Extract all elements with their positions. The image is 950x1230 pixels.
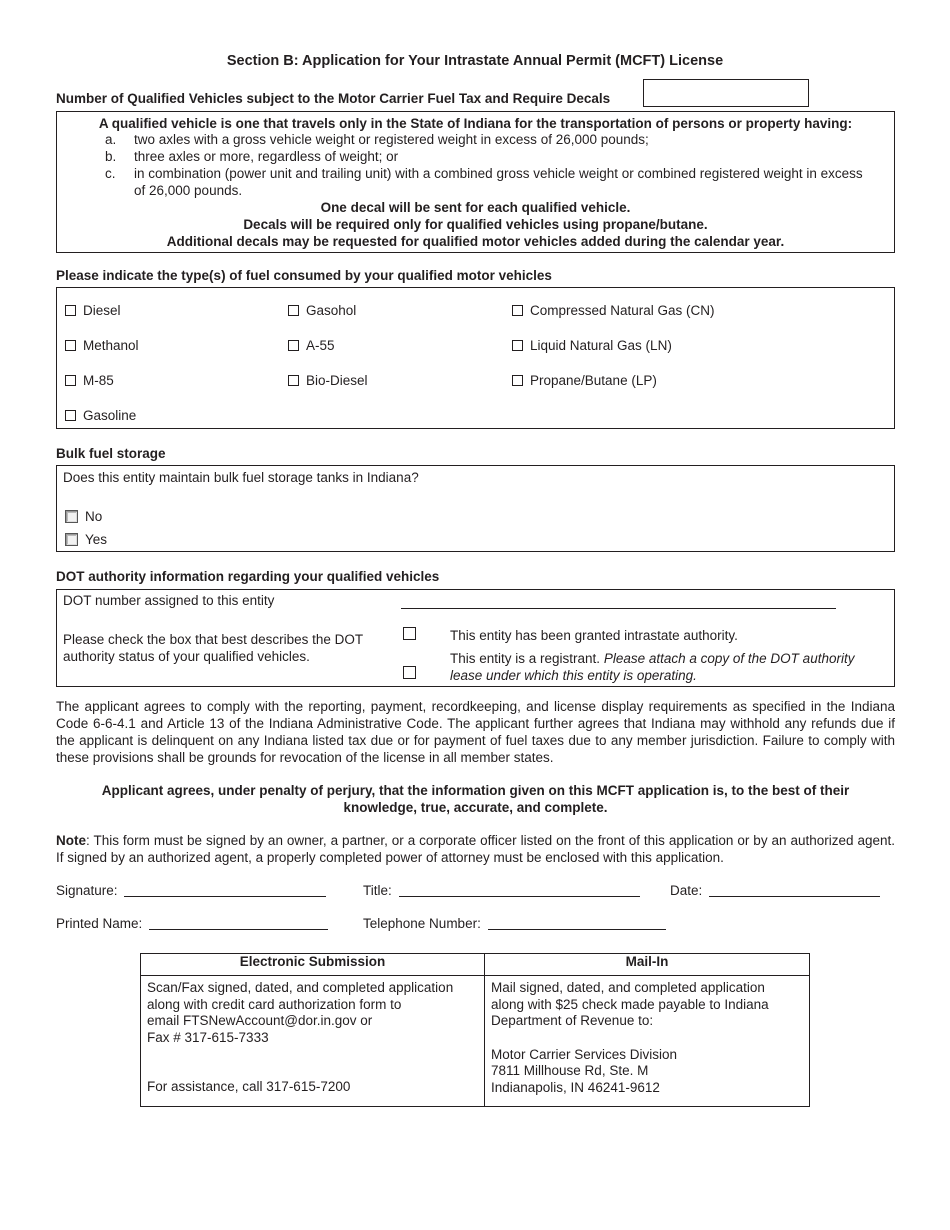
dot-intrastate-checkbox[interactable] bbox=[403, 627, 416, 640]
title-label: Title: bbox=[363, 883, 392, 898]
fuel-option-a55[interactable] bbox=[288, 338, 335, 353]
title-field bbox=[363, 883, 640, 898]
checkbox[interactable] bbox=[512, 305, 523, 316]
printed-name-field bbox=[56, 916, 328, 931]
fuel-option-label: Bio-Diesel bbox=[306, 373, 368, 388]
mail-in-cell bbox=[485, 976, 810, 1107]
telephone-input[interactable] bbox=[488, 916, 666, 930]
dot-status-label-2: authority status of your qualified vehicles. bbox=[63, 649, 310, 664]
signature-label: Signature: bbox=[56, 883, 118, 898]
checkbox[interactable] bbox=[288, 375, 299, 386]
fuel-option-label: Liquid Natural Gas (LN) bbox=[530, 338, 672, 353]
fuel-option-liquid-natural-gas[interactable] bbox=[512, 338, 672, 353]
criteria-text-b: three axles or more, regardless of weight; or bbox=[134, 149, 399, 164]
bulk-storage-box bbox=[56, 465, 895, 552]
vehicles-count-input[interactable] bbox=[643, 79, 809, 107]
electronic-fax: Fax # 317-615-7333 bbox=[147, 1029, 269, 1045]
bulk-storage-question: Does this entity maintain bulk fuel storage tanks in Indiana? bbox=[63, 470, 419, 485]
agreement-paragraph: The applicant agrees to comply with the reporting, payment, recordkeeping, and license display requirements as specified in the Indiana Code 6-6-4.1 and Article 13 of the Indiana Administrative Code. The applicant further agrees that Indiana may withhold any refunds due if the applicant is delinquent on any Indiana listed tax due or for payment of fuel taxes due to any member jurisdiction. Failure to comply with these provisions shall be grounds for revocation of the license in all member states. bbox=[56, 699, 895, 765]
fuel-option-label: Compressed Natural Gas (CN) bbox=[530, 303, 715, 318]
fuel-option-label: Propane/Butane (LP) bbox=[530, 373, 657, 388]
fuel-option-methanol[interactable] bbox=[65, 338, 139, 353]
signing-note bbox=[56, 832, 895, 866]
criteria-marker-c: c. bbox=[105, 166, 116, 181]
perjury-statement-2: knowledge, true, accurate, and complete. bbox=[343, 800, 608, 815]
fuel-option-label: Gasohol bbox=[306, 303, 357, 318]
checkbox[interactable] bbox=[65, 375, 76, 386]
fuel-option-label: Diesel bbox=[83, 303, 121, 318]
electronic-email: email FTSNewAccount@dor.in.gov or bbox=[147, 1013, 373, 1028]
fuel-option-label: M-85 bbox=[83, 373, 114, 388]
checkbox[interactable] bbox=[65, 510, 78, 523]
date-label: Date: bbox=[670, 883, 703, 898]
bulk-option-yes[interactable] bbox=[65, 532, 107, 547]
date-field bbox=[670, 883, 880, 898]
bulk-storage-heading: Bulk fuel storage bbox=[56, 446, 166, 461]
telephone-field bbox=[363, 916, 666, 931]
fuel-option-label: Methanol bbox=[83, 338, 139, 353]
checkbox[interactable] bbox=[288, 340, 299, 351]
fuel-option-m85[interactable] bbox=[65, 373, 114, 388]
bulk-option-no[interactable] bbox=[65, 509, 102, 524]
decal-note-3: Additional decals may be requested for qualified motor vehicles added during the calendar year. bbox=[166, 234, 785, 249]
date-input[interactable] bbox=[709, 883, 880, 897]
dot-number-label: DOT number assigned to this entity bbox=[63, 593, 275, 608]
criteria-text-c: in combination (power unit and trailing unit) with a combined gross vehicle weight or combined registered weight in excess bbox=[134, 166, 863, 181]
checkbox[interactable] bbox=[65, 305, 76, 316]
fuel-option-compressed-natural-gas[interactable] bbox=[512, 303, 715, 318]
fuel-option-gasohol[interactable] bbox=[288, 303, 356, 318]
mail-address-line: Motor Carrier Services Division bbox=[491, 1046, 678, 1062]
mail-line: along with $25 check made payable to Indiana bbox=[491, 996, 769, 1012]
dot-number-input[interactable] bbox=[401, 594, 836, 609]
checkbox[interactable] bbox=[65, 410, 76, 421]
note-label: Note bbox=[56, 833, 86, 848]
page-title: Section B: Application for Your Intrastate Annual Permit (MCFT) License bbox=[226, 53, 724, 69]
dot-status-label-1: Please check the box that best describes the DOT bbox=[63, 632, 364, 647]
criteria-marker-b: b. bbox=[105, 149, 117, 164]
printed-name-label: Printed Name: bbox=[56, 916, 143, 931]
qualified-vehicle-heading: A qualified vehicle is one that travels only in the State of Indiana for the transportation of persons or property having: bbox=[98, 116, 853, 131]
vehicles-count-label: Number of Qualified Vehicles subject to the Motor Carrier Fuel Tax and Require Decals bbox=[56, 91, 611, 106]
fuel-option-diesel[interactable] bbox=[65, 303, 121, 318]
checkbox[interactable] bbox=[288, 305, 299, 316]
signature-input[interactable] bbox=[124, 883, 326, 897]
title-input[interactable] bbox=[399, 883, 640, 897]
electronic-submission-cell bbox=[141, 976, 485, 1107]
electronic-submission-header: Electronic Submission bbox=[141, 954, 485, 976]
fuel-option-gasoline[interactable] bbox=[65, 408, 136, 423]
perjury-statement-1: Applicant agrees, under penalty of perjury, that the information given on this MCFT application is, to the best of their bbox=[101, 783, 850, 798]
mail-line: Department of Revenue to: bbox=[491, 1013, 654, 1028]
mail-address-line: 7811 Millhouse Rd, Ste. M bbox=[491, 1063, 649, 1078]
fuel-option-label: A-55 bbox=[306, 338, 335, 353]
dot-box bbox=[56, 589, 895, 687]
fuel-option-bio-diesel[interactable] bbox=[288, 373, 368, 388]
dot-registrant-label bbox=[450, 650, 854, 667]
fuel-type-box bbox=[56, 287, 895, 429]
mail-in-header: Mail-In bbox=[485, 954, 810, 976]
decal-note-1: One decal will be sent for each qualified vehicle. bbox=[320, 200, 631, 215]
bulk-option-label: No bbox=[85, 509, 103, 524]
fuel-option-label: Gasoline bbox=[83, 408, 137, 423]
fuel-option-propane-butane[interactable] bbox=[512, 373, 657, 388]
telephone-label: Telephone Number: bbox=[363, 916, 481, 931]
dot-heading: DOT authority information regarding your qualified vehicles bbox=[56, 569, 440, 584]
dot-registrant-checkbox[interactable] bbox=[403, 666, 416, 679]
assistance-phone: For assistance, call 317-615-7200 bbox=[147, 1079, 351, 1094]
qualified-vehicle-info-box bbox=[56, 111, 895, 253]
printed-name-input[interactable] bbox=[149, 916, 328, 930]
decal-note-2: Decals will be required only for qualified vehicles using propane/butane. bbox=[243, 217, 708, 232]
checkbox[interactable] bbox=[65, 340, 76, 351]
criteria-text-c-cont: of 26,000 pounds. bbox=[134, 183, 243, 198]
fuel-type-heading: Please indicate the type(s) of fuel consumed by your qualified motor vehicles bbox=[56, 268, 552, 283]
dot-intrastate-label: This entity has been granted intrastate authority. bbox=[450, 628, 738, 643]
electronic-line: Scan/Fax signed, dated, and completed application bbox=[147, 980, 454, 995]
checkbox[interactable] bbox=[65, 533, 78, 546]
mail-address-line: Indianapolis, IN 46241-9612 bbox=[491, 1079, 660, 1095]
dot-registrant-instruction: Please attach a copy of the DOT authority bbox=[603, 651, 855, 666]
mail-line: Mail signed, dated, and completed application bbox=[491, 980, 765, 995]
criteria-text-a: two axles with a gross vehicle weight or registered weight in excess of 26,000 pounds; bbox=[134, 132, 649, 147]
signature-field bbox=[56, 883, 326, 898]
criteria-marker-a: a. bbox=[105, 132, 117, 147]
checkbox[interactable] bbox=[512, 340, 523, 351]
checkbox[interactable] bbox=[512, 375, 523, 386]
dot-registrant-text: This entity is a registrant. bbox=[450, 651, 601, 666]
submission-table bbox=[140, 953, 810, 1107]
note-text: : This form must be signed by an owner, a partner, or a corporate officer listed on the front of this application or by an authorized agent. If signed by an authorized agent, a properly completed power of attorney must be enclosed with this application. bbox=[56, 833, 895, 865]
dot-registrant-instruction-cont: lease under which this entity is operating. bbox=[450, 668, 697, 683]
bulk-option-label: Yes bbox=[85, 532, 108, 547]
electronic-line: along with credit card authorization form to bbox=[147, 996, 402, 1012]
